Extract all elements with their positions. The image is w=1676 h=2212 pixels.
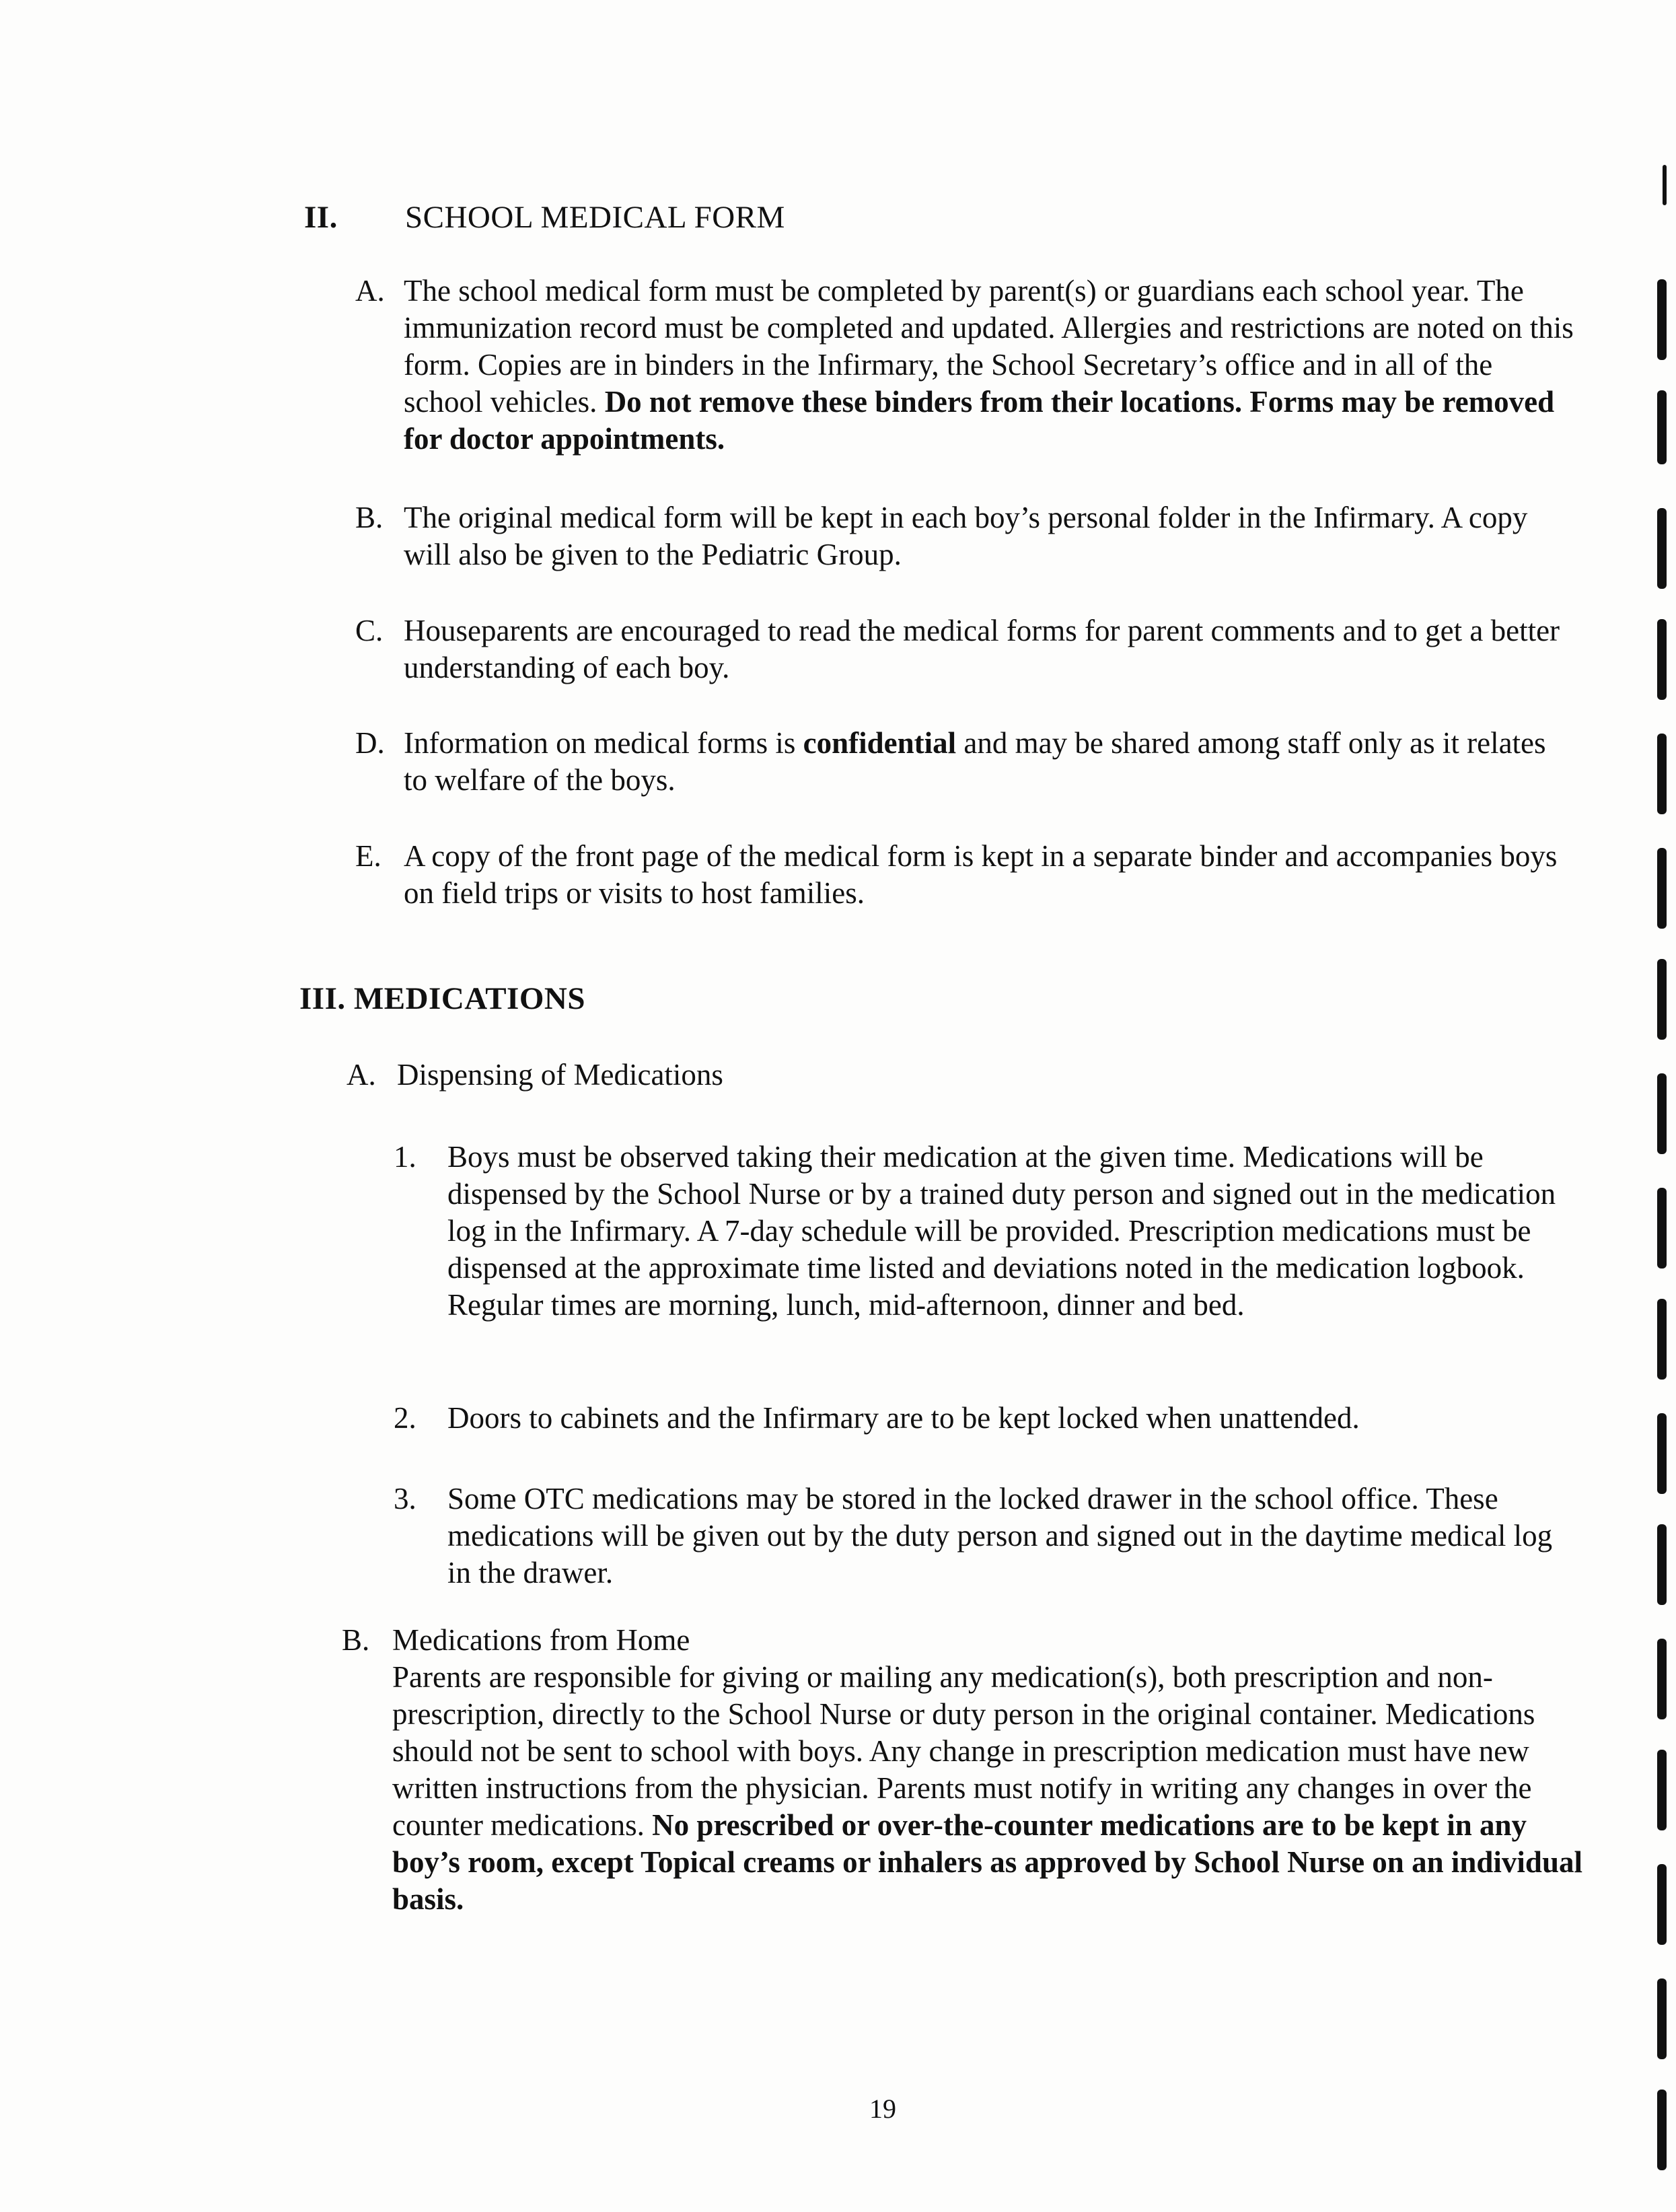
- binding-hole: [1657, 2090, 1667, 2170]
- item-marker: B.: [355, 501, 384, 534]
- page-number: 19: [869, 2094, 896, 2124]
- binding-hole: [1663, 165, 1667, 205]
- binding-hole: [1657, 619, 1667, 700]
- binding-hole: [1657, 1524, 1667, 1605]
- subsection-b-title: Medications from Home: [392, 1623, 690, 1657]
- binding-hole: [1657, 1750, 1667, 1830]
- medication-item-3: Some OTC medications may be stored in the locked drawer in the school office. These medications will be given out by the duty person and signed out in the daytime medical log in the drawer.: [447, 1482, 1553, 1590]
- binding-hole: [1657, 1639, 1667, 1719]
- binding-hole: [1657, 390, 1667, 464]
- binding-hole: [1657, 508, 1667, 589]
- section-2-item-c: Houseparents are encouraged to read the medical forms for parent comments and to get a better understanding of each boy.: [404, 614, 1560, 684]
- numbered-marker: 3.: [394, 1482, 416, 1515]
- binding-hole: [1657, 848, 1667, 929]
- subsection-b-bold-text: No prescribed or over-the-counter medications are to be kept in any boy’s room, except Topical creams or inhalers as approved by School Nurse on an individual basis.: [392, 1808, 1582, 1916]
- medication-item-2: Doors to cabinets and the Infirmary are to be kept locked when unattended.: [447, 1401, 1360, 1435]
- item-text-post: and may be shared among staff only as it relates to welfare of the boys.: [404, 726, 1546, 797]
- subsection-marker: B.: [342, 1623, 370, 1657]
- binding-hole: [1657, 1188, 1667, 1269]
- binding-hole: [1657, 279, 1667, 360]
- item-text: The school medical form must be completed by parent(s) or guardians each school year. The immunization record must be completed and updated. Allergies and restrictions are noted on this form. Copies are in binders in the Infirmary, the School Secretary’s office and in all of the school vehicles.: [404, 274, 1574, 419]
- item-bold-text: confidential: [803, 726, 957, 760]
- item-text-pre: Information on medical forms is: [404, 726, 803, 760]
- subsection-b-text: Parents are responsible for giving or mailing any medication(s), both prescription and non-prescription, directly to the School Nurse or duty person in the original container. Medications should not be sent to school with boys. Any change in prescription medication must have new written instructions from the physician. Parents must notify in writing any changes in over the counter medications.: [392, 1660, 1535, 1842]
- subsection-a-title: Dispensing of Medications: [397, 1058, 723, 1092]
- binding-hole: [1657, 959, 1667, 1040]
- subsection-marker: A.: [347, 1058, 376, 1092]
- binding-hole: [1657, 1864, 1667, 1945]
- medication-item-1: Boys must be observed taking their medication at the given time. Medications will be dispensed by the School Nurse or by a trained duty person and signed out in the medication log in the Infirmary. A 7-day schedule will be provided. Prescription medications must be dispensed at the approximate time listed and deviations noted in the medication logbook. Regular times are morning, lunch, mid-afternoon, dinner and bed.: [447, 1140, 1556, 1322]
- binding-hole: [1657, 1413, 1667, 1494]
- binding-hole: [1657, 734, 1667, 814]
- binding-hole: [1657, 1299, 1667, 1380]
- section-2-item-b: The original medical form will be kept in each boy’s personal folder in the Infirmary. A copy will also be given to the Pediatric Group.: [404, 501, 1528, 571]
- section-2-number: II.: [304, 200, 338, 235]
- subsection-b-body: [392, 1659, 1590, 1918]
- item-bold-text: Do not remove these binders from their locations. Forms may be removed for doctor appointments.: [404, 385, 1555, 456]
- item-marker: A.: [355, 274, 385, 308]
- section-2-title: SCHOOL MEDICAL FORM: [405, 200, 785, 235]
- item-marker: E.: [355, 839, 381, 873]
- numbered-marker: 2.: [394, 1401, 416, 1435]
- binding-hole: [1657, 1978, 1667, 2059]
- numbered-marker: 1.: [394, 1140, 416, 1174]
- section-2-item-e: A copy of the front page of the medical form is kept in a separate binder and accompanies boys on field trips or visits to host families.: [404, 839, 1558, 910]
- section-2-item-a: [404, 273, 1574, 458]
- section-2-item-d: [404, 725, 1561, 799]
- binding-edge: [1636, 0, 1676, 2212]
- section-3-title: III. MEDICATIONS: [299, 981, 585, 1016]
- binding-hole: [1657, 1073, 1667, 1154]
- item-marker: D.: [355, 726, 385, 760]
- item-marker: C.: [355, 614, 384, 647]
